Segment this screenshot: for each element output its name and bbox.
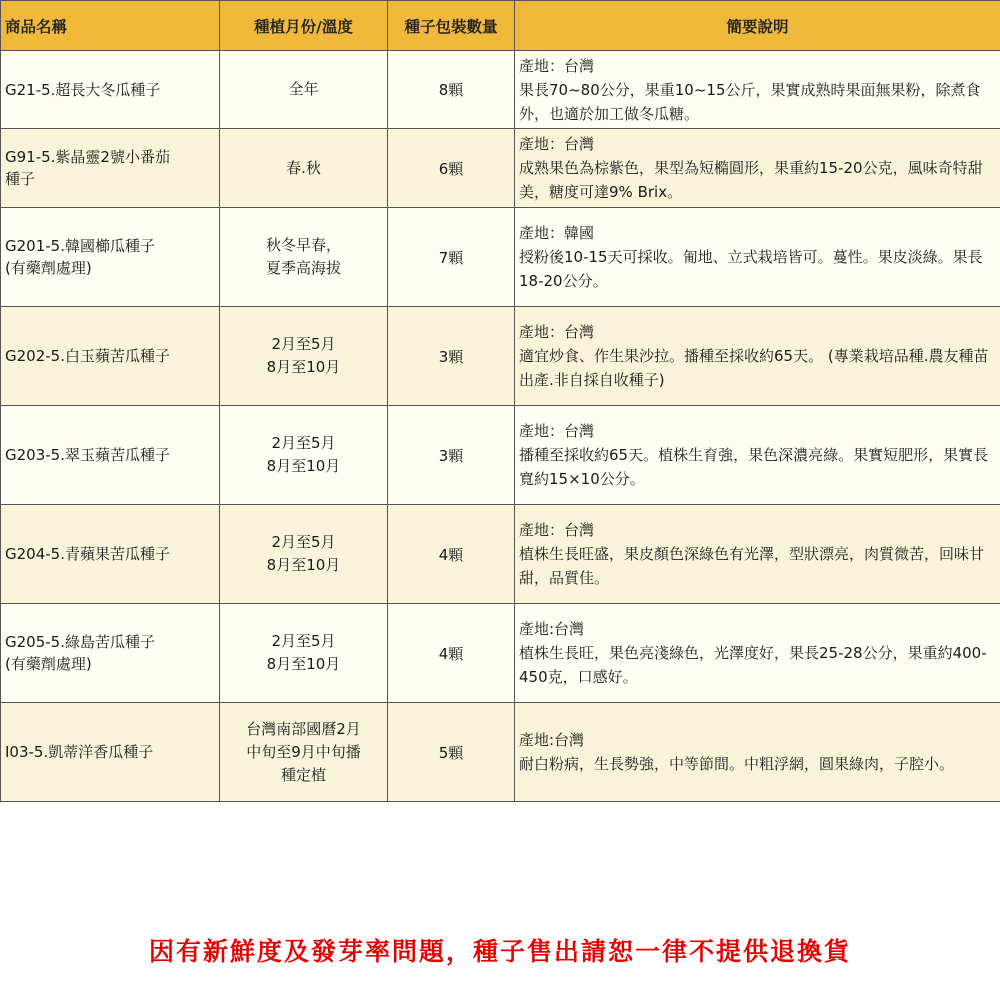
table-header-row [1, 1, 1000, 51]
product-description: 產地：台灣 植株生長旺盛，果皮顏色深綠色有光澤，型狀漂亮，肉質微苦，回味甘甜，品質佳。 [515, 505, 1000, 604]
package-quantity: 4顆 [388, 505, 515, 604]
table-row [1, 51, 1000, 129]
product-description: 產地:台灣 植株生長旺，果色亮淺綠色，光澤度好，果長25-28公分，果重約400-450克，口感好。 [515, 604, 1000, 703]
table-row [1, 129, 1000, 208]
product-description: 產地：台灣 適宜炒食、作生果沙拉。播種至採收約65天。 (專業栽培品種.農友種苗出產.非自採自收種子) [515, 307, 1000, 406]
product-description: 產地：台灣 成熟果色為棕紫色，果型為短橢圓形，果重約15-20公克，風味奇特甜美，糖度可達9% Brix。 [515, 129, 1000, 208]
planting-month: 2月至5月 8月至10月 [220, 505, 388, 604]
planting-month: 2月至5月 8月至10月 [220, 604, 388, 703]
package-quantity: 3顆 [388, 307, 515, 406]
product-description: 產地：韓國 授粉後10-15天可採收。匍地、立式栽培皆可。蔓性。果皮淡綠。果長18-20公分。 [515, 208, 1000, 307]
package-quantity: 7顆 [388, 208, 515, 307]
product-name: G21-5.超長大冬瓜種子 [1, 51, 220, 129]
product-name: G91-5.紫晶靈2號小番茄 種子 [1, 129, 220, 208]
package-quantity: 5顆 [388, 703, 515, 802]
product-description: 產地：台灣 果長70~80公分，果重10~15公斤，果實成熟時果面無果粉，除煮食外，也適於加工做冬瓜糖。 [515, 51, 1000, 129]
product-name: I03-5.凱蒂洋香瓜種子 [1, 703, 220, 802]
product-name: G204-5.青蘋果苦瓜種子 [1, 505, 220, 604]
no-return-notice: 因有新鮮度及發芽率問題，種子售出請恕一律不提供退換貨 [148, 937, 851, 966]
header-product-name: 商品名稱 [1, 1, 220, 51]
product-name: G203-5.翠玉蘋苦瓜種子 [1, 406, 220, 505]
planting-month: 春.秋 [220, 129, 388, 208]
table-row [1, 208, 1000, 307]
planting-month: 2月至5月 8月至10月 [220, 307, 388, 406]
planting-month: 秋冬早春， 夏季高海拔 [220, 208, 388, 307]
planting-month: 台灣南部國曆2月 中旬至9月中旬播 種定植 [220, 703, 388, 802]
product-name: G205-5.綠島苦瓜種子 (有藥劑處理) [1, 604, 220, 703]
header-description: 簡要說明 [515, 1, 1000, 51]
package-quantity: 6顆 [388, 129, 515, 208]
table-row [1, 406, 1000, 505]
product-description: 產地:台灣 耐白粉病，生長勢強，中等節間。中粗浮網，圓果綠肉，子腔小。 [515, 703, 1000, 802]
product-description: 產地：台灣 播種至採收約65天。植株生育強，果色深濃亮綠。果實短肥形，果實長寬約15×10公分。 [515, 406, 1000, 505]
package-quantity: 8顆 [388, 51, 515, 129]
header-planting-month: 種植月份/溫度 [220, 1, 388, 51]
planting-month: 2月至5月 8月至10月 [220, 406, 388, 505]
package-quantity: 3顆 [388, 406, 515, 505]
package-quantity: 4顆 [388, 604, 515, 703]
header-package-quantity: 種子包裝數量 [388, 1, 515, 51]
table-row [1, 505, 1000, 604]
planting-month: 全年 [220, 51, 388, 129]
table-row [1, 307, 1000, 406]
product-name: G201-5.韓國櫛瓜種子 (有藥劑處理) [1, 208, 220, 307]
table-row [1, 604, 1000, 703]
product-name: G202-5.白玉蘋苦瓜種子 [1, 307, 220, 406]
table-row [1, 703, 1000, 802]
